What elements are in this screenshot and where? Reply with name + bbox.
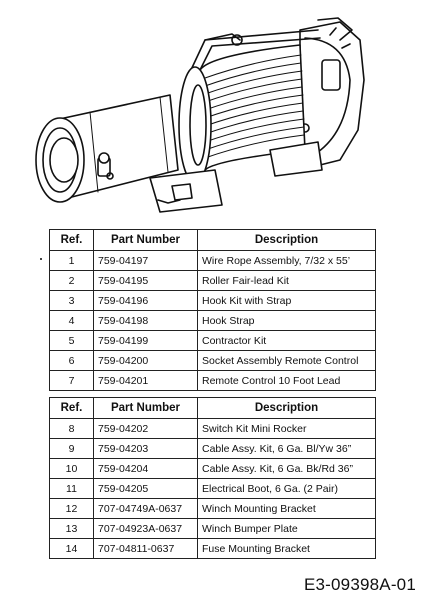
table-row — [50, 519, 376, 539]
description-header: Description — [198, 230, 376, 251]
ref-cell: 4 — [50, 311, 94, 331]
margin-mark — [40, 258, 42, 260]
description-cell: Cable Assy. Kit, 6 Ga. Bl/Yw 36” — [198, 439, 376, 459]
description-cell: Cable Assy. Kit, 6 Ga. Bk/Rd 36” — [198, 459, 376, 479]
ref-header: Ref. — [50, 398, 94, 419]
description-cell: Wire Rope Assembly, 7/32 x 55’ — [198, 251, 376, 271]
ref-header: Ref. — [50, 230, 94, 251]
table-row — [50, 439, 376, 459]
ref-cell: 12 — [50, 499, 94, 519]
winch-illustration — [0, 0, 424, 222]
table-row — [50, 419, 376, 439]
part-number-cell: 759-04198 — [94, 311, 198, 331]
part-number-header: Part Number — [94, 230, 198, 251]
description-cell: Contractor Kit — [198, 331, 376, 351]
parts-table-1 — [49, 229, 376, 391]
ref-cell: 5 — [50, 331, 94, 351]
ref-cell: 3 — [50, 291, 94, 311]
document-code: E3-09398A-01 — [303, 575, 416, 594]
description-cell: Hook Strap — [198, 311, 376, 331]
table-header-row — [50, 230, 376, 251]
description-cell: Electrical Boot, 6 Ga. (2 Pair) — [198, 479, 376, 499]
part-number-cell: 759-04197 — [94, 251, 198, 271]
part-number-cell: 759-04202 — [94, 419, 198, 439]
description-cell: Switch Kit Mini Rocker — [198, 419, 376, 439]
ref-cell: 9 — [50, 439, 94, 459]
part-number-cell: 707-04811-0637 — [94, 539, 198, 559]
ref-cell: 13 — [50, 519, 94, 539]
table-row — [50, 479, 376, 499]
ref-cell: 10 — [50, 459, 94, 479]
table-row — [50, 331, 376, 351]
part-number-cell: 759-04199 — [94, 331, 198, 351]
ref-cell: 7 — [50, 371, 94, 391]
description-cell: Fuse Mounting Bracket — [198, 539, 376, 559]
table-row — [50, 271, 376, 291]
part-number-cell: 759-04205 — [94, 479, 198, 499]
part-number-cell: 759-04204 — [94, 459, 198, 479]
part-number-header: Part Number — [94, 398, 198, 419]
ref-cell: 11 — [50, 479, 94, 499]
table-row — [50, 459, 376, 479]
description-cell: Hook Kit with Strap — [198, 291, 376, 311]
description-cell: Remote Control 10 Foot Lead — [198, 371, 376, 391]
description-header: Description — [198, 398, 376, 419]
table-row — [50, 499, 376, 519]
table-row — [50, 539, 376, 559]
table-row — [50, 291, 376, 311]
ref-cell: 1 — [50, 251, 94, 271]
part-number-cell: 759-04196 — [94, 291, 198, 311]
part-number-cell: 707-04923A-0637 — [94, 519, 198, 539]
ref-cell: 14 — [50, 539, 94, 559]
ref-cell: 2 — [50, 271, 94, 291]
description-cell: Socket Assembly Remote Control — [198, 351, 376, 371]
part-number-cell: 759-04195 — [94, 271, 198, 291]
table-row — [50, 351, 376, 371]
ref-cell: 8 — [50, 419, 94, 439]
ref-cell: 6 — [50, 351, 94, 371]
parts-table-2 — [49, 397, 376, 559]
table-row — [50, 371, 376, 391]
table-row — [50, 311, 376, 331]
description-cell: Winch Bumper Plate — [198, 519, 376, 539]
description-cell: Roller Fair-lead Kit — [198, 271, 376, 291]
part-number-cell: 759-04203 — [94, 439, 198, 459]
table-row — [50, 251, 376, 271]
description-cell: Winch Mounting Bracket — [198, 499, 376, 519]
part-number-cell: 759-04201 — [94, 371, 198, 391]
part-number-cell: 759-04200 — [94, 351, 198, 371]
part-number-cell: 707-04749A-0637 — [94, 499, 198, 519]
table-header-row — [50, 398, 376, 419]
